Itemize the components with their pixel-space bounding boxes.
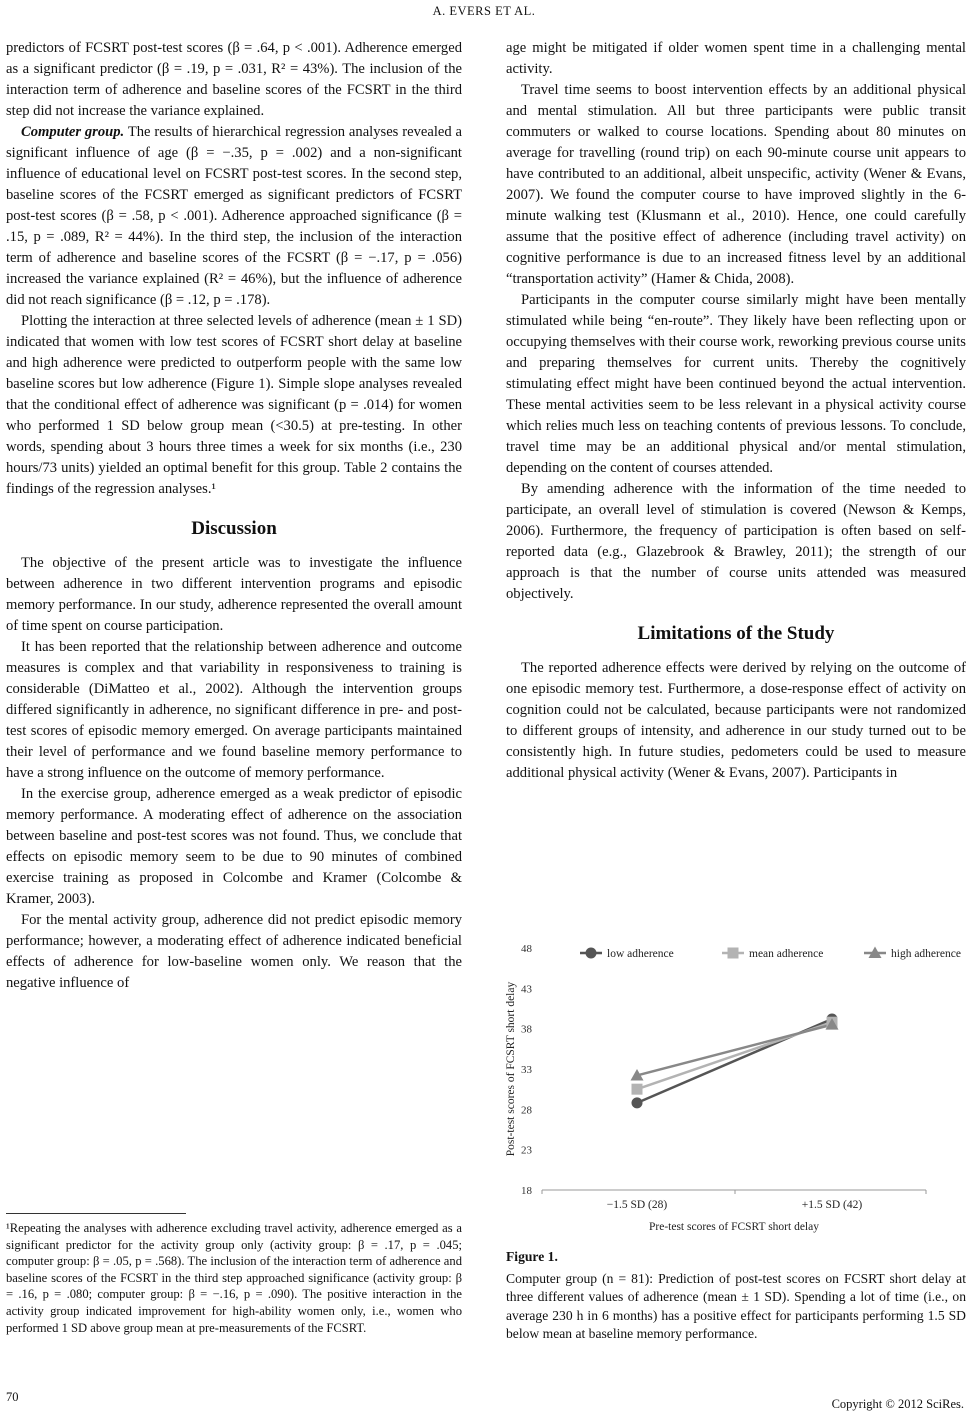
paragraph: By amending adherence with the information of the time needed to participate, an overall level of stimulation is covered (Newson & Kemps, 2006). Furthermore, the frequency of participation is often based on self-reported data (e.g., Glazebrook & Brawley, 2011); the strength of our approach is that the number of course units attended was measured objectively. (506, 481, 966, 602)
right-column (506, 38, 966, 784)
legend-label: low adherence (607, 948, 674, 960)
paragraph: For the mental activity group, adherence did not predict episodic memory performance; however, a moderating effect of adherence indicated beneficial effects of adherence for low-baseline women only. We reason that the negative influence of (6, 912, 462, 991)
figure-caption-text: Computer group (n = 81): Prediction of post-test scores on FCSRT short delay at three different values of adherence (mean ± 1 SD). Spending a lot of time (i.e., on average 230 h in 6 months) has a positive effect for participants performing 1.5 SD below mean at baseline memory performance. (506, 1270, 966, 1341)
x-tick-label: +1.5 SD (42) (801, 1199, 863, 1211)
paragraph: Plotting the interaction at three selected levels of adherence (mean ± 1 SD) indicated that women with low test scores of FCSRT short delay at baseline and high adherence were predicted to outperform people with the same low baseline scores but low adherence (Figure 1). Simple slope analyses revealed that the conditional effect of adherence was significant (p = .014) for women who performed 1 SD below group mean (<30.5) at pre-testing. In other words, spending about 3 hours three times a week for six months (i.e., 230 hours/73 units) yielded an optimal benefit for this group. Table 2 contains the findings of the regression analyses.¹ (6, 313, 462, 497)
legend-marker (728, 948, 739, 959)
paragraph: age might be mitigated if older women spent time in a challenging mental activity. (506, 40, 966, 77)
paragraph: In the exercise group, adherence emerged as a weak predictor of episodic memory performance. A moderating effect of adherence on the association between baseline and post-test scores was not found. Thus, we conclude that effects on episodic memory seem to be due to 90 minutes of combined exercise training as proposed in Colcombe and Kramer (Colcombe & Kramer, 2003). (6, 786, 462, 907)
running-head: A. EVERS ET AL. (432, 4, 536, 18)
paragraph: Participants in the computer course similarly might have been mentally stimulated while being “en-route”. They likely have been reflecting upon or occupying themselves with their course work, reworking previous course units and preparing themselves for current units. Thereby the cognitively stimulating effect might have been continued beyond the actual intervention. These mental activities seem to be less relevant in a physical activity course which relies much less on teaching contents of previous lessons. To conclude, travel time may be an additional physical and/or mental stimulation, depending on the content of courses attended. (506, 292, 966, 476)
paragraph: Travel time seems to boost intervention effects by an additional physical and mental stimulation. All but three participants were public transit commuters or walked to course locations. Spending about 80 minutes on average for travelling (round trip) on each 90-minute course unit appears to have contributed to an additional, albeit unspecific, activity (Wener & Evans, 2007). We found the computer course to have improved slightly in the 6-minute walking test (Klusmann et al., 2010). Hence, one could carefully assume that the positive effect of adherence (including travel activity) on cognitive performance is due to an increased fitness level by an additional “transportation activity” (Hamer & Chida, 2008). (506, 82, 966, 287)
paragraph-text: The results of hierarchical regression analyses revealed a significant influence of age (β = −.35, p = .002) and a non-significant influence of educational level on FCSRT post-test scores. In the second step, baseline scores of the FCSRT emerged as significant predictors of FCSRT post-test scores (β = .58, p < .001). Adherence approached significance (β = .15, p = .089, R² = 44%). In the third step, the inclusion of the interaction term of adherence and baseline scores of the FCSRT (β = −.17, p = .056) increased the variance explained (R² = 46%), but the influence of adherence did not reach significance (β = .12, p = .178). (6, 124, 462, 308)
paragraph (6, 122, 462, 311)
paragraph: It has been reported that the relationship between adherence and outcome measures is complex and that variability in responsiveness to training is considerable (DiMatteo et al., 2002). Although the intervention groups differed significantly in adherence, no significant difference in pre- and post-test scores of episodic memory emerged. On average participants maintained their level of performance and we found baseline memory performance to have a strong influence on the outcome of memory performance. (6, 639, 462, 781)
series-line (637, 1025, 832, 1076)
computer-group-heading: Computer group. (21, 124, 125, 140)
data-point (632, 1097, 643, 1108)
x-axis-title: Pre-test scores of FCSRT short delay (649, 1221, 819, 1233)
left-column (6, 38, 462, 994)
limitations-heading: Limitations of the Study (637, 623, 835, 644)
y-tick-label: 28 (521, 1104, 532, 1117)
figure-1 (500, 925, 966, 1245)
y-tick-label: 23 (521, 1144, 532, 1157)
paragraph: The objective of the present article was to investigate the influence between adherence in two different intervention programs and episodic memory performance. In our study, adherence represented the overall amount of time spent on course participation. (6, 555, 462, 634)
discussion-heading: Discussion (191, 518, 277, 539)
footnote: ¹Repeating the analyses with adherence excluding travel activity, adherence emerged as a significant predictor for the activity group only (activity group: β = .17, p = .045; computer group: β = .05, p = .568). The inclusion of the interaction term of adherence and baseline scores of the FCSRT in the third step approached significance (activity group: β = .16, p = .080; computer group: β = −.16, p = .090). The positive interaction in the activity group indicated improvement for high-ability women only, i.e., women who performed 1 SD above group mean at pre-measurements of the FCSRT. (6, 1221, 462, 1335)
y-tick-label: 48 (521, 943, 532, 955)
figure-caption (506, 1248, 966, 1344)
interaction-chart (500, 925, 966, 1245)
legend-marker (586, 948, 597, 959)
page-number: 70 (6, 1390, 19, 1404)
legend-label: high adherence (891, 948, 961, 960)
footnote-rule (6, 1213, 186, 1214)
copyright: Copyright © 2012 SciRes. (831, 1397, 964, 1411)
y-tick-label: 38 (521, 1023, 532, 1036)
figure-title: Figure 1. (506, 1249, 558, 1264)
y-tick-label: 43 (521, 983, 532, 996)
legend-label: mean adherence (749, 948, 824, 960)
x-tick-label: −1.5 SD (28) (606, 1199, 668, 1211)
y-tick-label: 18 (521, 1185, 532, 1197)
y-axis-title: Post-test scores of FCSRT short delay (505, 981, 517, 1157)
data-point (632, 1084, 643, 1095)
paragraph: The reported adherence effects were derived by relying on the outcome of one episodic memory test. Furthermore, a dose-response effect of activity on cognition could not be calculated, because participants were not randomized to different groups of intensity, and adherence in our study turned out to be consistently high. In future studies, pedometers could be used to measure additional physical activity (Wener & Evans, 2007). Participants in (506, 660, 966, 781)
paragraph: predictors of FCSRT post-test scores (β = .64, p < .001). Adherence emerged as a significant predictor (β = .19, p = .031, R² = 43%). The inclusion of the interaction term of adherence and baseline scores of the FCSRT in the third step did not increase the variance explained. (6, 40, 462, 119)
y-tick-label: 33 (521, 1064, 532, 1076)
